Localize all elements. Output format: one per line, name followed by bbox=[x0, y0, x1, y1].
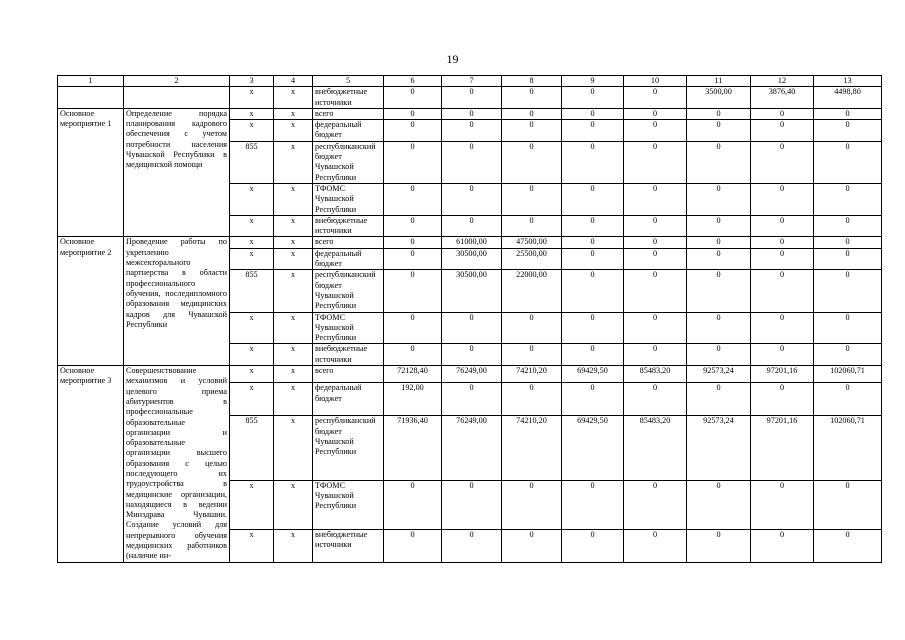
value-cell: 69429,50 bbox=[562, 416, 624, 481]
value-cell: 0 bbox=[562, 141, 624, 183]
code-cell: х bbox=[230, 215, 274, 237]
value-cell: 30500,00 bbox=[442, 270, 502, 312]
value-cell: 0 bbox=[624, 312, 687, 344]
value-cell: 0 bbox=[751, 248, 814, 270]
header-cell: 10 bbox=[624, 76, 687, 87]
value-cell: 0 bbox=[687, 383, 751, 416]
value-cell: 0 bbox=[624, 270, 687, 312]
code-cell: х bbox=[230, 87, 274, 109]
value-cell: 0 bbox=[751, 529, 814, 562]
value-cell: 0 bbox=[624, 529, 687, 562]
event-description: Определение порядка планирования кадрового обеспечения с учетом потребности населения Чувашской Республики в медицинской помощи bbox=[124, 108, 230, 237]
header-row bbox=[58, 76, 882, 87]
event-name: Основное мероприятие 2 bbox=[58, 237, 124, 366]
code-cell: х bbox=[274, 366, 313, 383]
source-cell: ТФОМС Чувашской Республики bbox=[313, 480, 384, 529]
value-cell: 0 bbox=[442, 120, 502, 142]
value-cell: 0 bbox=[502, 183, 562, 215]
source-cell: внебюджетные источники bbox=[313, 344, 384, 366]
value-cell: 0 bbox=[687, 120, 751, 142]
value-cell: 76249,00 bbox=[442, 416, 502, 481]
code-cell: х bbox=[274, 87, 313, 109]
table-row bbox=[58, 108, 882, 119]
event-name: Основное мероприятие 1 bbox=[58, 108, 124, 237]
code-cell: х bbox=[230, 366, 274, 383]
value-cell: 0 bbox=[751, 480, 814, 529]
value-cell: 0 bbox=[384, 108, 442, 119]
value-cell: 0 bbox=[624, 383, 687, 416]
value-cell: 0 bbox=[687, 108, 751, 119]
code-cell: х bbox=[230, 183, 274, 215]
source-cell: ТФОМС Чувашской Республики bbox=[313, 183, 384, 215]
value-cell: 0 bbox=[624, 183, 687, 215]
value-cell: 0 bbox=[814, 270, 882, 312]
value-cell: 102060,71 bbox=[814, 416, 882, 481]
value-cell: 0 bbox=[442, 183, 502, 215]
source-cell: всего bbox=[313, 108, 384, 119]
source-cell: республиканский бюджет Чувашской Республики bbox=[313, 270, 384, 312]
value-cell: 0 bbox=[814, 344, 882, 366]
value-cell: 0 bbox=[562, 108, 624, 119]
value-cell: 69429,50 bbox=[562, 366, 624, 383]
value-cell: 0 bbox=[751, 312, 814, 344]
value-cell: 0 bbox=[814, 312, 882, 344]
value-cell: 92573,24 bbox=[687, 416, 751, 481]
value-cell: 25500,00 bbox=[502, 248, 562, 270]
header-cell: 11 bbox=[687, 76, 751, 87]
value-cell: 0 bbox=[687, 183, 751, 215]
value-cell: 0 bbox=[384, 312, 442, 344]
value-cell: 0 bbox=[384, 344, 442, 366]
source-cell: республиканский бюджет Чувашской Республики bbox=[313, 416, 384, 481]
value-cell: 0 bbox=[814, 237, 882, 248]
value-cell: 0 bbox=[814, 141, 882, 183]
value-cell: 97201,16 bbox=[751, 366, 814, 383]
value-cell: 0 bbox=[751, 108, 814, 119]
empty-cell bbox=[58, 87, 124, 109]
code-cell: х bbox=[274, 383, 313, 416]
value-cell: 0 bbox=[562, 480, 624, 529]
value-cell: 74210,20 bbox=[502, 366, 562, 383]
value-cell: 0 bbox=[384, 237, 442, 248]
value-cell: 0 bbox=[624, 108, 687, 119]
value-cell: 0 bbox=[814, 120, 882, 142]
code-cell: х bbox=[230, 312, 274, 344]
value-cell: 4498,80 bbox=[814, 87, 882, 109]
value-cell: 61000,00 bbox=[442, 237, 502, 248]
source-cell: внебюджетные источники bbox=[313, 215, 384, 237]
source-cell: внебюджетные источники bbox=[313, 529, 384, 562]
value-cell: 0 bbox=[624, 215, 687, 237]
value-cell: 30500,00 bbox=[442, 248, 502, 270]
value-cell: 0 bbox=[687, 248, 751, 270]
value-cell: 0 bbox=[502, 141, 562, 183]
code-cell: х bbox=[274, 215, 313, 237]
value-cell: 0 bbox=[502, 529, 562, 562]
value-cell: 22000,00 bbox=[502, 270, 562, 312]
code-cell: х bbox=[274, 344, 313, 366]
code-cell: х bbox=[230, 237, 274, 248]
source-cell: внебюджетные источники bbox=[313, 87, 384, 109]
code-cell: 855 bbox=[230, 416, 274, 481]
value-cell: 0 bbox=[624, 248, 687, 270]
table-body bbox=[58, 76, 882, 563]
value-cell: 0 bbox=[502, 480, 562, 529]
header-cell: 1 bbox=[58, 76, 124, 87]
code-cell: х bbox=[230, 344, 274, 366]
table-row bbox=[58, 237, 882, 248]
value-cell: 0 bbox=[442, 108, 502, 119]
header-cell: 13 bbox=[814, 76, 882, 87]
source-cell: всего bbox=[313, 366, 384, 383]
value-cell: 0 bbox=[687, 480, 751, 529]
code-cell: х bbox=[230, 480, 274, 529]
value-cell: 0 bbox=[687, 270, 751, 312]
value-cell: 0 bbox=[562, 344, 624, 366]
source-cell: ТФОМС Чувашской Республики bbox=[313, 312, 384, 344]
value-cell: 0 bbox=[384, 120, 442, 142]
value-cell: 0 bbox=[687, 529, 751, 562]
value-cell: 0 bbox=[814, 215, 882, 237]
value-cell: 0 bbox=[687, 237, 751, 248]
code-cell: х bbox=[274, 183, 313, 215]
value-cell: 0 bbox=[562, 312, 624, 344]
value-cell: 92573,24 bbox=[687, 366, 751, 383]
value-cell: 72128,40 bbox=[384, 366, 442, 383]
value-cell: 0 bbox=[442, 344, 502, 366]
value-cell: 0 bbox=[624, 87, 687, 109]
value-cell: 76249,00 bbox=[442, 366, 502, 383]
value-cell: 0 bbox=[502, 120, 562, 142]
value-cell: 0 bbox=[687, 344, 751, 366]
code-cell: х bbox=[274, 120, 313, 142]
value-cell: 0 bbox=[442, 480, 502, 529]
value-cell: 71936,40 bbox=[384, 416, 442, 481]
header-cell: 7 bbox=[442, 76, 502, 87]
value-cell: 97201,16 bbox=[751, 416, 814, 481]
value-cell: 0 bbox=[384, 87, 442, 109]
value-cell: 0 bbox=[814, 383, 882, 416]
event-name: Основное мероприятие 3 bbox=[58, 366, 124, 563]
value-cell: 0 bbox=[751, 183, 814, 215]
value-cell: 0 bbox=[624, 344, 687, 366]
value-cell: 192,00 bbox=[384, 383, 442, 416]
value-cell: 0 bbox=[751, 237, 814, 248]
header-cell: 5 bbox=[313, 76, 384, 87]
table-row bbox=[58, 87, 882, 109]
value-cell: 85483,20 bbox=[624, 366, 687, 383]
code-cell: х bbox=[274, 529, 313, 562]
code-cell: х bbox=[230, 383, 274, 416]
value-cell: 0 bbox=[442, 215, 502, 237]
value-cell: 0 bbox=[384, 141, 442, 183]
code-cell: х bbox=[230, 529, 274, 562]
value-cell: 0 bbox=[442, 529, 502, 562]
code-cell: х bbox=[230, 120, 274, 142]
value-cell: 0 bbox=[442, 141, 502, 183]
value-cell: 74210,20 bbox=[502, 416, 562, 481]
value-cell: 0 bbox=[384, 248, 442, 270]
value-cell: 0 bbox=[502, 383, 562, 416]
value-cell: 0 bbox=[751, 215, 814, 237]
source-cell: федеральный бюджет bbox=[313, 120, 384, 142]
value-cell: 0 bbox=[562, 87, 624, 109]
header-cell: 4 bbox=[274, 76, 313, 87]
value-cell: 0 bbox=[687, 312, 751, 344]
code-cell: х bbox=[274, 312, 313, 344]
code-cell: х bbox=[274, 108, 313, 119]
value-cell: 0 bbox=[562, 215, 624, 237]
value-cell: 3876,40 bbox=[751, 87, 814, 109]
code-cell: х bbox=[274, 237, 313, 248]
value-cell: 0 bbox=[502, 108, 562, 119]
code-cell: х bbox=[274, 270, 313, 312]
value-cell: 0 bbox=[384, 480, 442, 529]
source-cell: федеральный бюджет bbox=[313, 248, 384, 270]
header-cell: 8 bbox=[502, 76, 562, 87]
event-description: Проведение работы по укреплению межсекторального партнерства в области профессионального обучения, последипломного образования медицинских кадров для Чувашской Республики bbox=[124, 237, 230, 366]
value-cell: 0 bbox=[751, 141, 814, 183]
value-cell: 0 bbox=[384, 215, 442, 237]
code-cell: х bbox=[274, 248, 313, 270]
value-cell: 0 bbox=[562, 383, 624, 416]
budget-table bbox=[57, 75, 882, 563]
value-cell: 0 bbox=[442, 87, 502, 109]
table-row bbox=[58, 366, 882, 383]
value-cell: 0 bbox=[814, 480, 882, 529]
code-cell: х bbox=[230, 108, 274, 119]
header-cell: 2 bbox=[124, 76, 230, 87]
value-cell: 85483,20 bbox=[624, 416, 687, 481]
value-cell: 47500,00 bbox=[502, 237, 562, 248]
value-cell: 0 bbox=[562, 183, 624, 215]
header-cell: 3 bbox=[230, 76, 274, 87]
header-cell: 12 bbox=[751, 76, 814, 87]
header-cell: 9 bbox=[562, 76, 624, 87]
source-cell: всего bbox=[313, 237, 384, 248]
value-cell: 0 bbox=[751, 344, 814, 366]
value-cell: 0 bbox=[624, 480, 687, 529]
event-description: Совершенствование механизмов и условий целевого приема абитуриентов в профессиональные образовательные организации и образовательные организации высшего образования с целью последующего их трудоустройства в медицинские организации, находящиеся в ведении Минздрава Чувашии. Создание условий для непрерывного обучения медицинских работников (наличие ин- bbox=[124, 366, 230, 563]
value-cell: 0 bbox=[502, 312, 562, 344]
code-cell: х bbox=[274, 480, 313, 529]
code-cell: х bbox=[274, 141, 313, 183]
value-cell: 0 bbox=[384, 183, 442, 215]
value-cell: 0 bbox=[562, 270, 624, 312]
value-cell: 0 bbox=[814, 183, 882, 215]
value-cell: 0 bbox=[814, 248, 882, 270]
source-cell: федеральный бюджет bbox=[313, 383, 384, 416]
code-cell: 855 bbox=[230, 270, 274, 312]
value-cell: 0 bbox=[624, 141, 687, 183]
value-cell: 0 bbox=[814, 529, 882, 562]
value-cell: 0 bbox=[814, 108, 882, 119]
value-cell: 0 bbox=[384, 529, 442, 562]
value-cell: 0 bbox=[624, 120, 687, 142]
source-cell: республиканский бюджет Чувашской Республики bbox=[313, 141, 384, 183]
value-cell: 0 bbox=[624, 237, 687, 248]
value-cell: 0 bbox=[562, 237, 624, 248]
code-cell: х bbox=[230, 248, 274, 270]
empty-cell bbox=[124, 87, 230, 109]
value-cell: 0 bbox=[751, 383, 814, 416]
value-cell: 0 bbox=[442, 312, 502, 344]
value-cell: 0 bbox=[687, 141, 751, 183]
value-cell: 0 bbox=[562, 248, 624, 270]
value-cell: 0 bbox=[687, 215, 751, 237]
value-cell: 0 bbox=[502, 87, 562, 109]
value-cell: 102060,71 bbox=[814, 366, 882, 383]
value-cell: 0 bbox=[442, 383, 502, 416]
value-cell: 0 bbox=[502, 344, 562, 366]
value-cell: 3500,00 bbox=[687, 87, 751, 109]
value-cell: 0 bbox=[502, 215, 562, 237]
value-cell: 0 bbox=[751, 270, 814, 312]
page-number: 19 bbox=[446, 52, 459, 66]
value-cell: 0 bbox=[751, 120, 814, 142]
value-cell: 0 bbox=[562, 120, 624, 142]
code-cell: 855 bbox=[230, 141, 274, 183]
value-cell: 0 bbox=[384, 270, 442, 312]
value-cell: 0 bbox=[562, 529, 624, 562]
code-cell: х bbox=[274, 416, 313, 481]
header-cell: 6 bbox=[384, 76, 442, 87]
